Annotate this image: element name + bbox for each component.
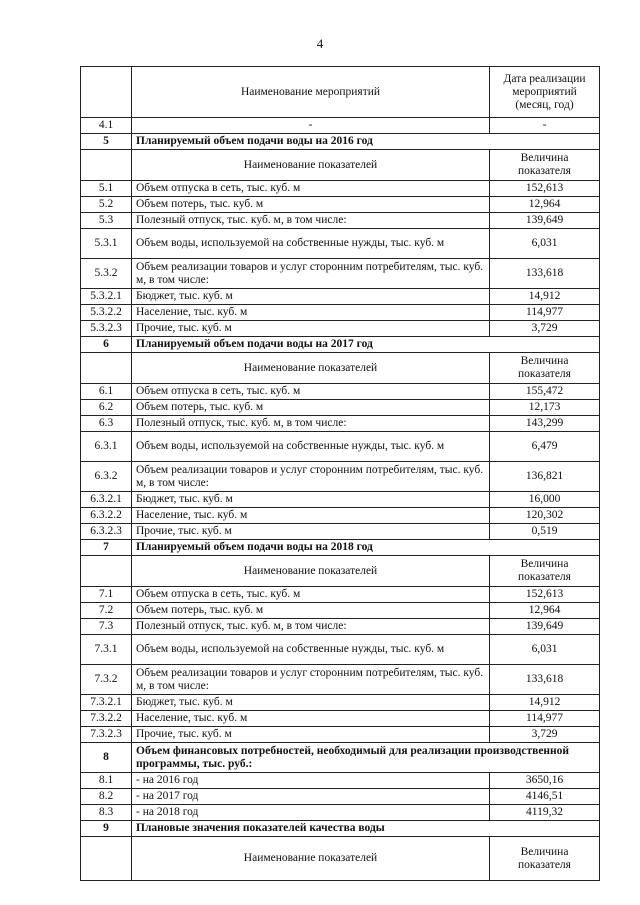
row-name: Население, тыс. куб. м [132, 508, 490, 524]
table-row [81, 432, 600, 462]
row-name: Объем потерь, тыс. куб. м [132, 400, 490, 416]
row-value: 14,912 [490, 289, 600, 305]
row-name: Объем воды, используемой на собственные нужды, тыс. куб. м [132, 229, 490, 259]
table-row [81, 416, 600, 432]
row-name: Полезный отпуск, тыс. куб. м, в том числе: [132, 213, 490, 229]
table-row [81, 773, 600, 789]
row-value: 6,031 [490, 635, 600, 665]
row-name: Население, тыс. куб. м [132, 711, 490, 727]
row-num: 6.3.2.2 [81, 508, 132, 524]
row-name: Объем реализации товаров и услуг сторонним потребителям, тыс. куб. м, в том числе: [132, 462, 490, 492]
table-row [81, 181, 600, 197]
row-value: 120,302 [490, 508, 600, 524]
section8-title-row [81, 743, 600, 773]
row-value: 136,821 [490, 462, 600, 492]
table-row [81, 603, 600, 619]
table-header-row [81, 67, 600, 118]
row-num: 7.3.2.3 [81, 727, 132, 743]
row-value: 155,472 [490, 384, 600, 400]
subheader-value: Величина показателя [490, 837, 600, 881]
program-table [80, 66, 600, 881]
section9-subheader-row [81, 837, 600, 881]
row-value: 16,000 [490, 492, 600, 508]
row-num: 7.3.2.2 [81, 711, 132, 727]
row-value: 12,964 [490, 603, 600, 619]
row-value: 14,912 [490, 695, 600, 711]
row-value: 133,618 [490, 259, 600, 289]
table-row [81, 805, 600, 821]
section-subheader-row [81, 150, 600, 181]
subheader-name: Наименование показателей [132, 150, 490, 181]
row-value: 6,479 [490, 432, 600, 462]
table-row [81, 711, 600, 727]
section9-title: Плановые значения показателей качества воды [132, 821, 600, 837]
row-num: 7.2 [81, 603, 132, 619]
row-num: 5.3.2.2 [81, 305, 132, 321]
subheader-num-cell [81, 837, 132, 881]
row-name: Бюджет, тыс. куб. м [132, 695, 490, 711]
row-num: 8.3 [81, 805, 132, 821]
row-num: 8.2 [81, 789, 132, 805]
row-name: Объем потерь, тыс. куб. м [132, 197, 490, 213]
row-name: Бюджет, тыс. куб. м [132, 289, 490, 305]
section-num: 5 [81, 134, 132, 150]
table-row [81, 524, 600, 540]
row-num: 5.3.2 [81, 259, 132, 289]
section-title-row [81, 337, 600, 353]
table-row [81, 619, 600, 635]
section-subheader-row [81, 556, 600, 587]
row-num: 5.3.1 [81, 229, 132, 259]
table-row [81, 384, 600, 400]
row-name: Объем воды, используемой на собственные нужды, тыс. куб. м [132, 432, 490, 462]
row-name: Бюджет, тыс. куб. м [132, 492, 490, 508]
row-num: 8.1 [81, 773, 132, 789]
table-row [81, 789, 600, 805]
table-row [81, 635, 600, 665]
table-row [81, 587, 600, 603]
row-num: 5.3.2.1 [81, 289, 132, 305]
row-value: 139,649 [490, 619, 600, 635]
row-name: Полезный отпуск, тыс. куб. м, в том числе: [132, 416, 490, 432]
table-row [81, 197, 600, 213]
row-name: Объем реализации товаров и услуг сторонним потребителям, тыс. куб. м, в том числе: [132, 259, 490, 289]
row-value: 12,964 [490, 197, 600, 213]
section-title: Планируемый объем подачи воды на 2016 год [132, 134, 600, 150]
row-name: Объем отпуска в сеть, тыс. куб. м [132, 181, 490, 197]
row-value: 4119,32 [490, 805, 600, 821]
subheader-name: Наименование показателей [132, 556, 490, 587]
row-num: 6.3.1 [81, 432, 132, 462]
subheader-value: Величина показателя [490, 150, 600, 181]
row-num: 7.3.2.1 [81, 695, 132, 711]
table-row [81, 462, 600, 492]
row-num: 7.1 [81, 587, 132, 603]
header-num-cell [81, 67, 132, 118]
subheader-name: Наименование показателей [132, 353, 490, 384]
section8-title: Объем финансовых потребностей, необходимый для реализации производственной программы, тыс. руб.: [132, 743, 600, 773]
row-num: 7.3 [81, 619, 132, 635]
section9-title-row [81, 821, 600, 837]
row-num: 6.1 [81, 384, 132, 400]
subheader-value: Величина показателя [490, 353, 600, 384]
section-num: 7 [81, 540, 132, 556]
row-name: - [132, 118, 490, 134]
row-num: 6.3.2.1 [81, 492, 132, 508]
table-row [81, 321, 600, 337]
page-number: 4 [316, 36, 324, 51]
row-name: Прочие, тыс. куб. м [132, 727, 490, 743]
section-num: 6 [81, 337, 132, 353]
table-row [81, 400, 600, 416]
subheader-name: Наименование показателей [132, 837, 490, 881]
row-value: 114,977 [490, 711, 600, 727]
subheader-num-cell [81, 353, 132, 384]
row-value: 4146,51 [490, 789, 600, 805]
row-value: 3,729 [490, 727, 600, 743]
row-num: 7.3.2 [81, 665, 132, 695]
row-value: 6,031 [490, 229, 600, 259]
section8-num: 8 [81, 743, 132, 773]
section-title: Планируемый объем подачи воды на 2017 год [132, 337, 600, 353]
row-num: 6.3 [81, 416, 132, 432]
row-name: Объем воды, используемой на собственные нужды, тыс. куб. м [132, 635, 490, 665]
row-value: 143,299 [490, 416, 600, 432]
row-value: 133,618 [490, 665, 600, 695]
table-row [81, 289, 600, 305]
table-body [81, 67, 600, 881]
row-value: 0,519 [490, 524, 600, 540]
row-num: 7.3.1 [81, 635, 132, 665]
table-row-4-1 [81, 118, 600, 134]
row-num: 6.3.2 [81, 462, 132, 492]
table-row [81, 665, 600, 695]
row-num: 6.3.2.3 [81, 524, 132, 540]
section9-num: 9 [81, 821, 132, 837]
table-row [81, 492, 600, 508]
header-name-cell: Наименование мероприятий [132, 67, 490, 118]
row-num: 5.1 [81, 181, 132, 197]
row-name: Объем реализации товаров и услуг сторонним потребителям, тыс. куб. м, в том числе: [132, 665, 490, 695]
subheader-num-cell [81, 150, 132, 181]
row-name: - на 2016 год [132, 773, 490, 789]
subheader-num-cell [81, 556, 132, 587]
table-row [81, 305, 600, 321]
row-name: Объем отпуска в сеть, тыс. куб. м [132, 587, 490, 603]
row-num: 5.3 [81, 213, 132, 229]
section-title-row [81, 134, 600, 150]
section-title-row [81, 540, 600, 556]
table-row [81, 259, 600, 289]
header-date-cell: Дата реализации мероприятий (месяц, год) [490, 67, 600, 118]
row-num: 4.1 [81, 118, 132, 134]
row-name: - на 2017 год [132, 789, 490, 805]
row-name: - на 2018 год [132, 805, 490, 821]
table-row [81, 727, 600, 743]
row-value: 3650,16 [490, 773, 600, 789]
row-name: Объем потерь, тыс. куб. м [132, 603, 490, 619]
row-date: - [490, 118, 600, 134]
row-name: Объем отпуска в сеть, тыс. куб. м [132, 384, 490, 400]
row-num: 5.3.2.3 [81, 321, 132, 337]
row-name: Прочие, тыс. куб. м [132, 524, 490, 540]
subheader-value: Величина показателя [490, 556, 600, 587]
row-name: Прочие, тыс. куб. м [132, 321, 490, 337]
section-subheader-row [81, 353, 600, 384]
row-num: 5.2 [81, 197, 132, 213]
table-row [81, 508, 600, 524]
table-row [81, 213, 600, 229]
row-num: 6.2 [81, 400, 132, 416]
row-value: 139,649 [490, 213, 600, 229]
row-value: 114,977 [490, 305, 600, 321]
row-value: 152,613 [490, 587, 600, 603]
row-value: 12,173 [490, 400, 600, 416]
table-row [81, 229, 600, 259]
row-value: 152,613 [490, 181, 600, 197]
section-title: Планируемый объем подачи воды на 2018 год [132, 540, 600, 556]
row-value: 3,729 [490, 321, 600, 337]
row-name: Население, тыс. куб. м [132, 305, 490, 321]
table-row [81, 695, 600, 711]
row-name: Полезный отпуск, тыс. куб. м, в том числе: [132, 619, 490, 635]
